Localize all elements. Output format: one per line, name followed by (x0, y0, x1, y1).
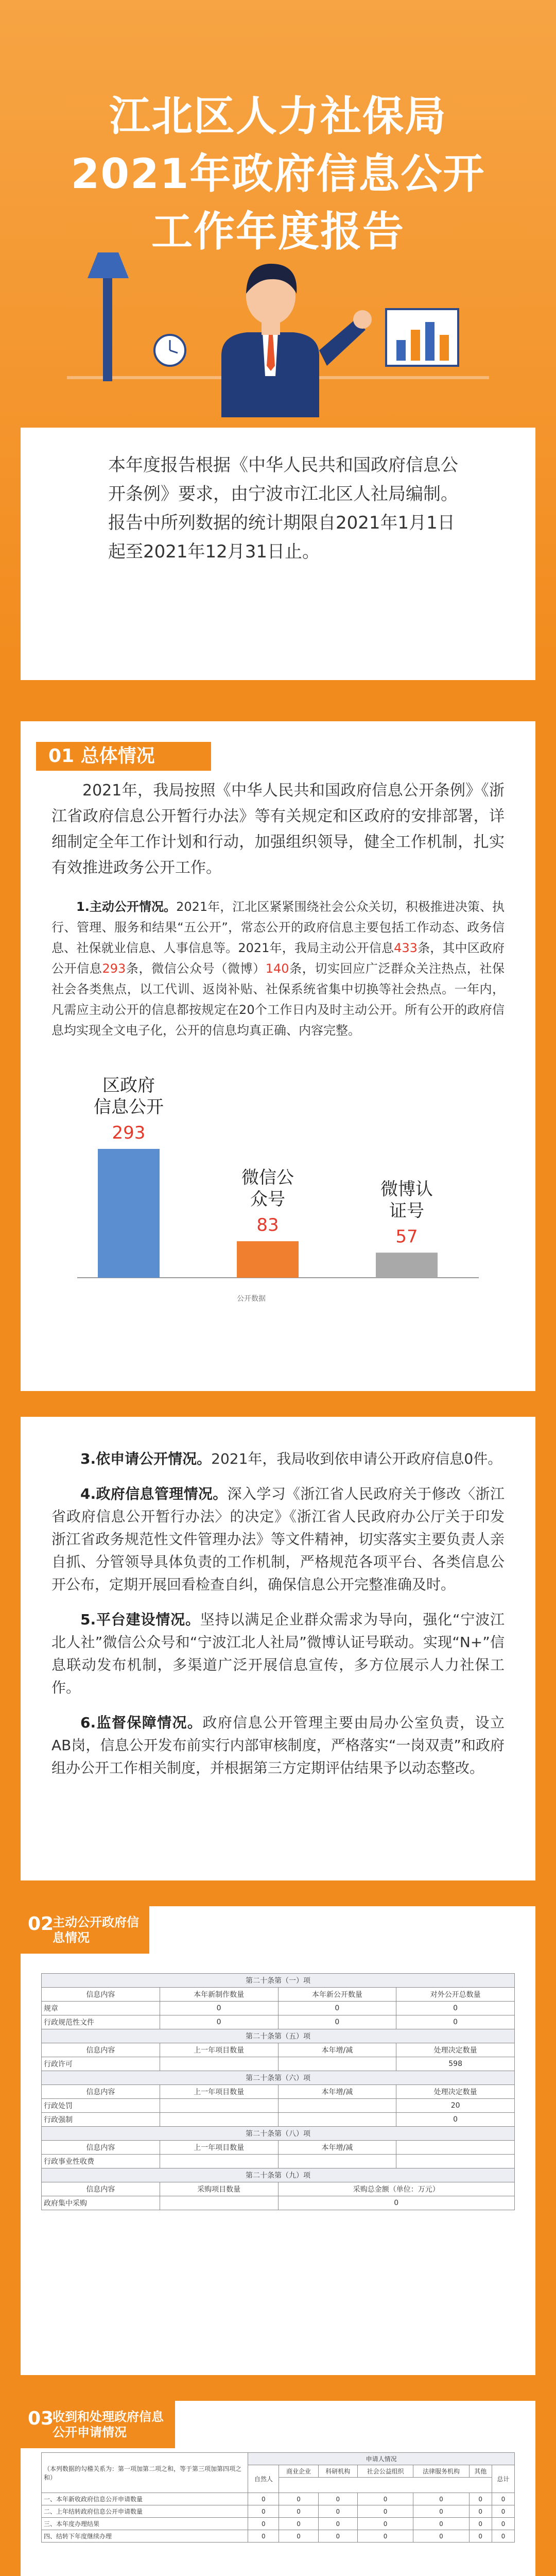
item3-text: 2021年，我局收到依申请公开政府信息0件。 (211, 1450, 502, 1467)
t4-col: 信息内容 (42, 2141, 160, 2155)
cell (160, 2057, 278, 2071)
cell: 0 (469, 2493, 492, 2505)
t5-col: 采购总金额（单位：万元） (278, 2182, 515, 2196)
category-label-0: 信息公开 (94, 1097, 164, 1117)
platform-paragraph (51, 1608, 505, 1699)
col-total: 总计 (492, 2465, 514, 2493)
cell: 0 (248, 2518, 279, 2530)
cell: 0 (492, 2530, 514, 2543)
spacer-cell (279, 2478, 492, 2493)
t3-col: 处理决定数量 (396, 2085, 515, 2099)
cell: 0 (278, 2002, 396, 2015)
value-label-2: 57 (395, 1226, 418, 1247)
t1-col: 信息内容 (42, 1988, 160, 2002)
cell: 0 (413, 2530, 469, 2543)
application-table-wrap (41, 2452, 515, 2543)
cell: 0 (318, 2530, 357, 2543)
bar-2 (376, 1252, 438, 1278)
cell: 0 (318, 2505, 357, 2518)
request-paragraph (51, 1448, 505, 1470)
t3-title: 第二十条第（六）项 (42, 2071, 515, 2085)
category-label-2: 证号 (389, 1200, 424, 1222)
cell: 0 (318, 2493, 357, 2505)
section-2-number: 02 (28, 1913, 54, 1935)
lamp-icon (88, 252, 129, 381)
cell: 0 (279, 2518, 318, 2530)
t2-title: 第二十条第（五）项 (42, 2029, 515, 2043)
col-natural-person: 自然人 (248, 2465, 279, 2493)
section-2-title: 主动公开政府信息情况 (53, 1915, 139, 1945)
chart-board-icon (386, 309, 458, 366)
t3-col: 上一年项目数量 (160, 2085, 278, 2099)
report-header (0, 0, 556, 690)
cell (278, 2155, 396, 2168)
row-label: 四、结转下年度继续办理 (42, 2530, 248, 2543)
t1-col: 对外公开总数量 (396, 1988, 515, 2002)
active-disclosure-panel (21, 1906, 535, 2375)
application-table (41, 2452, 515, 2543)
cell: 0 (413, 2518, 469, 2530)
cell: 行政强制 (42, 2113, 160, 2127)
cell: 政府集中采购 (42, 2196, 160, 2210)
cell: 0 (396, 2015, 515, 2029)
clock-icon (154, 335, 185, 366)
intro-card (21, 428, 535, 680)
row-label: 二、上年结转政府信息公开申请数量 (42, 2505, 248, 2518)
item1-text-c: 条，微信公众号（微博） (126, 961, 266, 976)
cell: 0 (318, 2518, 357, 2530)
t3-col: 本年增/减 (278, 2085, 396, 2099)
item3-title: 3.依申请公开情况。 (80, 1450, 212, 1467)
cell: 0 (469, 2505, 492, 2518)
table-row (42, 2099, 515, 2113)
management-paragraph (51, 1483, 505, 1596)
category-label-1: 众号 (250, 1189, 285, 1210)
cell (278, 2057, 396, 2071)
title-line-1: 江北区人力社保局 (109, 92, 447, 140)
section-2-heading (21, 1906, 149, 1954)
cell: 0 (357, 2493, 413, 2505)
col-legal: 法律服务机构 (413, 2465, 469, 2478)
table-row (42, 2518, 515, 2530)
table-row (42, 2015, 515, 2029)
table-row (42, 2113, 515, 2127)
cell: 0 (248, 2505, 279, 2518)
businessman-illustration (67, 247, 489, 417)
supervision-paragraph (51, 1711, 505, 1780)
item1-text-b: 条，其中区政府公开信息 (51, 941, 505, 976)
table-row (42, 2002, 515, 2015)
applicant-group: 申请人情况 (248, 2453, 515, 2465)
cell: 0 (279, 2493, 318, 2505)
cell: 0 (278, 2196, 515, 2210)
section-1-heading: 01 总体情况 (36, 742, 211, 771)
overview-panel-2 (21, 1417, 535, 1880)
overview-body-2 (51, 1448, 505, 1780)
t4-col: 本年增/减 (278, 2141, 396, 2155)
active-disclosure-tables (41, 1973, 515, 2210)
t1-col: 本年新公开数量 (278, 1988, 396, 2002)
table-row (42, 2155, 515, 2168)
item1-total: 433 (394, 941, 418, 955)
t2-col: 处理决定数量 (396, 2043, 515, 2057)
cell: 0 (396, 2113, 515, 2127)
row-label: 三、本年度办理结果 (42, 2518, 248, 2530)
bar-1 (237, 1241, 299, 1278)
row-label: 一、本年新收政府信息公开申请数量 (42, 2493, 248, 2505)
chart-caption: 公开数据 (237, 1295, 266, 1303)
t3-col: 信息内容 (42, 2085, 160, 2099)
cell (160, 2196, 278, 2210)
table-row (42, 2493, 515, 2505)
category-label-0: 区政府 (102, 1075, 155, 1096)
t4-col (396, 2141, 515, 2155)
value-label-1: 83 (256, 1215, 279, 1236)
cell: 0 (160, 2015, 278, 2029)
cell: 0 (469, 2530, 492, 2543)
item5-text: 坚持以满足企业群众需求为导向，强化“宁波江北人社”微信公众号和“宁波江北人社局”微博认证号联动。实现“N+”信息联动发布机制，多渠道广泛开展信息宣传，多方位展示人力社保工作。 (51, 1611, 505, 1696)
cell: 20 (396, 2099, 515, 2113)
table-row (42, 2505, 515, 2518)
table-row (42, 2057, 515, 2071)
item6-title: 6.监督保障情况。 (80, 1714, 203, 1731)
bar-chart-svg (67, 1075, 489, 1288)
category-label-1: 微信公 (241, 1167, 294, 1189)
title-line-3: 工作年度报告 (151, 208, 405, 256)
cell: 0 (248, 2530, 279, 2543)
title-line-2: 2021年政府信息公开 (71, 150, 485, 198)
cell (160, 2155, 278, 2168)
section-3-heading (21, 2401, 175, 2448)
cell: 0 (413, 2505, 469, 2518)
cell: 0 (413, 2493, 469, 2505)
t2-col: 本年增/减 (278, 2043, 396, 2057)
col-other: 其他 (469, 2465, 492, 2478)
cell (278, 2113, 396, 2127)
t5-title: 第二十条第（九）项 (42, 2168, 515, 2182)
cell: 行政许可 (42, 2057, 160, 2071)
cell: 0 (492, 2505, 514, 2518)
disclosure-table (41, 1973, 515, 2210)
cell: 0 (279, 2505, 318, 2518)
t5-col: 采购项目数量 (160, 2182, 278, 2196)
table-corner-note: （本列数据的勾稽关系为：第一项加第二项之和，等于第三项加第四项之和） (42, 2453, 248, 2493)
overview-lead: 2021年，我局按照《中华人民共和国政府信息公开条例》《浙江省政府信息公开暂行办法》等有关规定和区政府的安排部署，详细制定全年工作计划和行动，加强组织领导，健全工作机制，扎实有效推进政务公开工作。 (51, 782, 505, 877)
cell: 0 (357, 2505, 413, 2518)
item5-title: 5.平台建设情况。 (80, 1611, 200, 1628)
t2-col: 上一年项目数量 (160, 2043, 278, 2057)
cell: 0 (492, 2518, 514, 2530)
col-business: 商业企业 (279, 2465, 318, 2478)
cell: 0 (492, 2493, 514, 2505)
cell: 0 (396, 2002, 515, 2015)
item6-text: 政府信息公开管理主要由局办公室负责，设立AB岗，信息公开发布前实行内部审核制度，严格落实“一岗双责”和政府组办公开工作相关制度，并根据第三方定期评估结果予以动态整改。 (51, 1714, 505, 1776)
item1-text-d: 条，切实回应广泛群众关注热点，社保社会各类焦点，以工代训、返岗补贴、社保系统省集中切换等社会热点。一年内，凡需应主动公开的信息都按规定在20个工作日内及时主动公开。所有公开的政府信息均实现全文电子化，公开的信息均真正确、内容完整。 (51, 961, 505, 1038)
category-label-2: 微博认 (380, 1179, 433, 1200)
t5-col: 信息内容 (42, 2182, 160, 2196)
cell: 行政规范性文件 (42, 2015, 160, 2029)
section-3-title: 收到和处理政府信息公开申请情况 (53, 2410, 164, 2439)
page-title (36, 88, 520, 261)
t2-col: 信息内容 (42, 2043, 160, 2057)
t1-col: 本年新制作数量 (160, 1988, 278, 2002)
t4-col: 上一年项目数量 (160, 2141, 278, 2155)
cell (278, 2099, 396, 2113)
cell: 598 (396, 2057, 515, 2071)
cell: 0 (357, 2518, 413, 2530)
cell: 0 (278, 2015, 396, 2029)
cell: 0 (248, 2493, 279, 2505)
cell (396, 2155, 515, 2168)
item1-wx: 140 (265, 961, 289, 976)
disclosure-bar-chart (67, 1075, 489, 1303)
item1-gov: 293 (102, 961, 126, 976)
cell (160, 2099, 278, 2113)
active-disclosure-paragraph (51, 896, 505, 1041)
cell: 行政事业性收费 (42, 2155, 160, 2168)
col-research: 科研机构 (318, 2465, 357, 2478)
cell: 规章 (42, 2002, 160, 2015)
col-public-welfare: 社会公益组织 (357, 2465, 413, 2478)
item4-text: 深入学习《浙江省人民政府关于修改〈浙江省政府信息公开暂行办法〉的决定》《浙江省人民政府办公厅关于印发浙江省政务规范性文件管理办法》等文件精神，切实落实主要负责人亲自抓、分管领导具体负责的工作机制，严格规范各项平台、各类信息公开公布，定期开展回看检查自纠，确保信息公开完整准确及时。 (51, 1485, 505, 1593)
cell: 行政处罚 (42, 2099, 160, 2113)
cell: 0 (279, 2530, 318, 2543)
overview-panel (21, 721, 535, 1391)
table-row (42, 2530, 515, 2543)
item4-title: 4.政府信息管理情况。 (80, 1485, 228, 1502)
intro-text: 本年度报告根据《中华人民共和国政府信息公开条例》要求，由宁波市江北区人社局编制。报告中所列数据的统计期限自2021年1月1日起至2021年12月31日止。 (108, 455, 458, 562)
bar-0 (98, 1149, 160, 1278)
cell (160, 2113, 278, 2127)
t4-title: 第二十条第（八）项 (42, 2127, 515, 2141)
item1-title: 1.主动公开情况。 (76, 900, 177, 914)
t1-title: 第二十条第（一）项 (42, 1974, 515, 1988)
overview-body (51, 778, 505, 1041)
table-row (42, 2196, 515, 2210)
person-icon (221, 264, 372, 417)
item1-text-a: 2021年，江北区紧紧围绕社会公众关切，积极推进决策、执行、管理、服务和结果“五公开”，常态公开的政府信息主要包括工作动态、政务信息、社保就业信息、人事信息等。2021年，我局主动公开信息 (51, 900, 505, 955)
section-3-number: 03 (28, 2408, 54, 2429)
cell: 0 (160, 2002, 278, 2015)
cell: 0 (469, 2518, 492, 2530)
cell: 0 (357, 2530, 413, 2543)
value-label-0: 293 (112, 1123, 146, 1143)
